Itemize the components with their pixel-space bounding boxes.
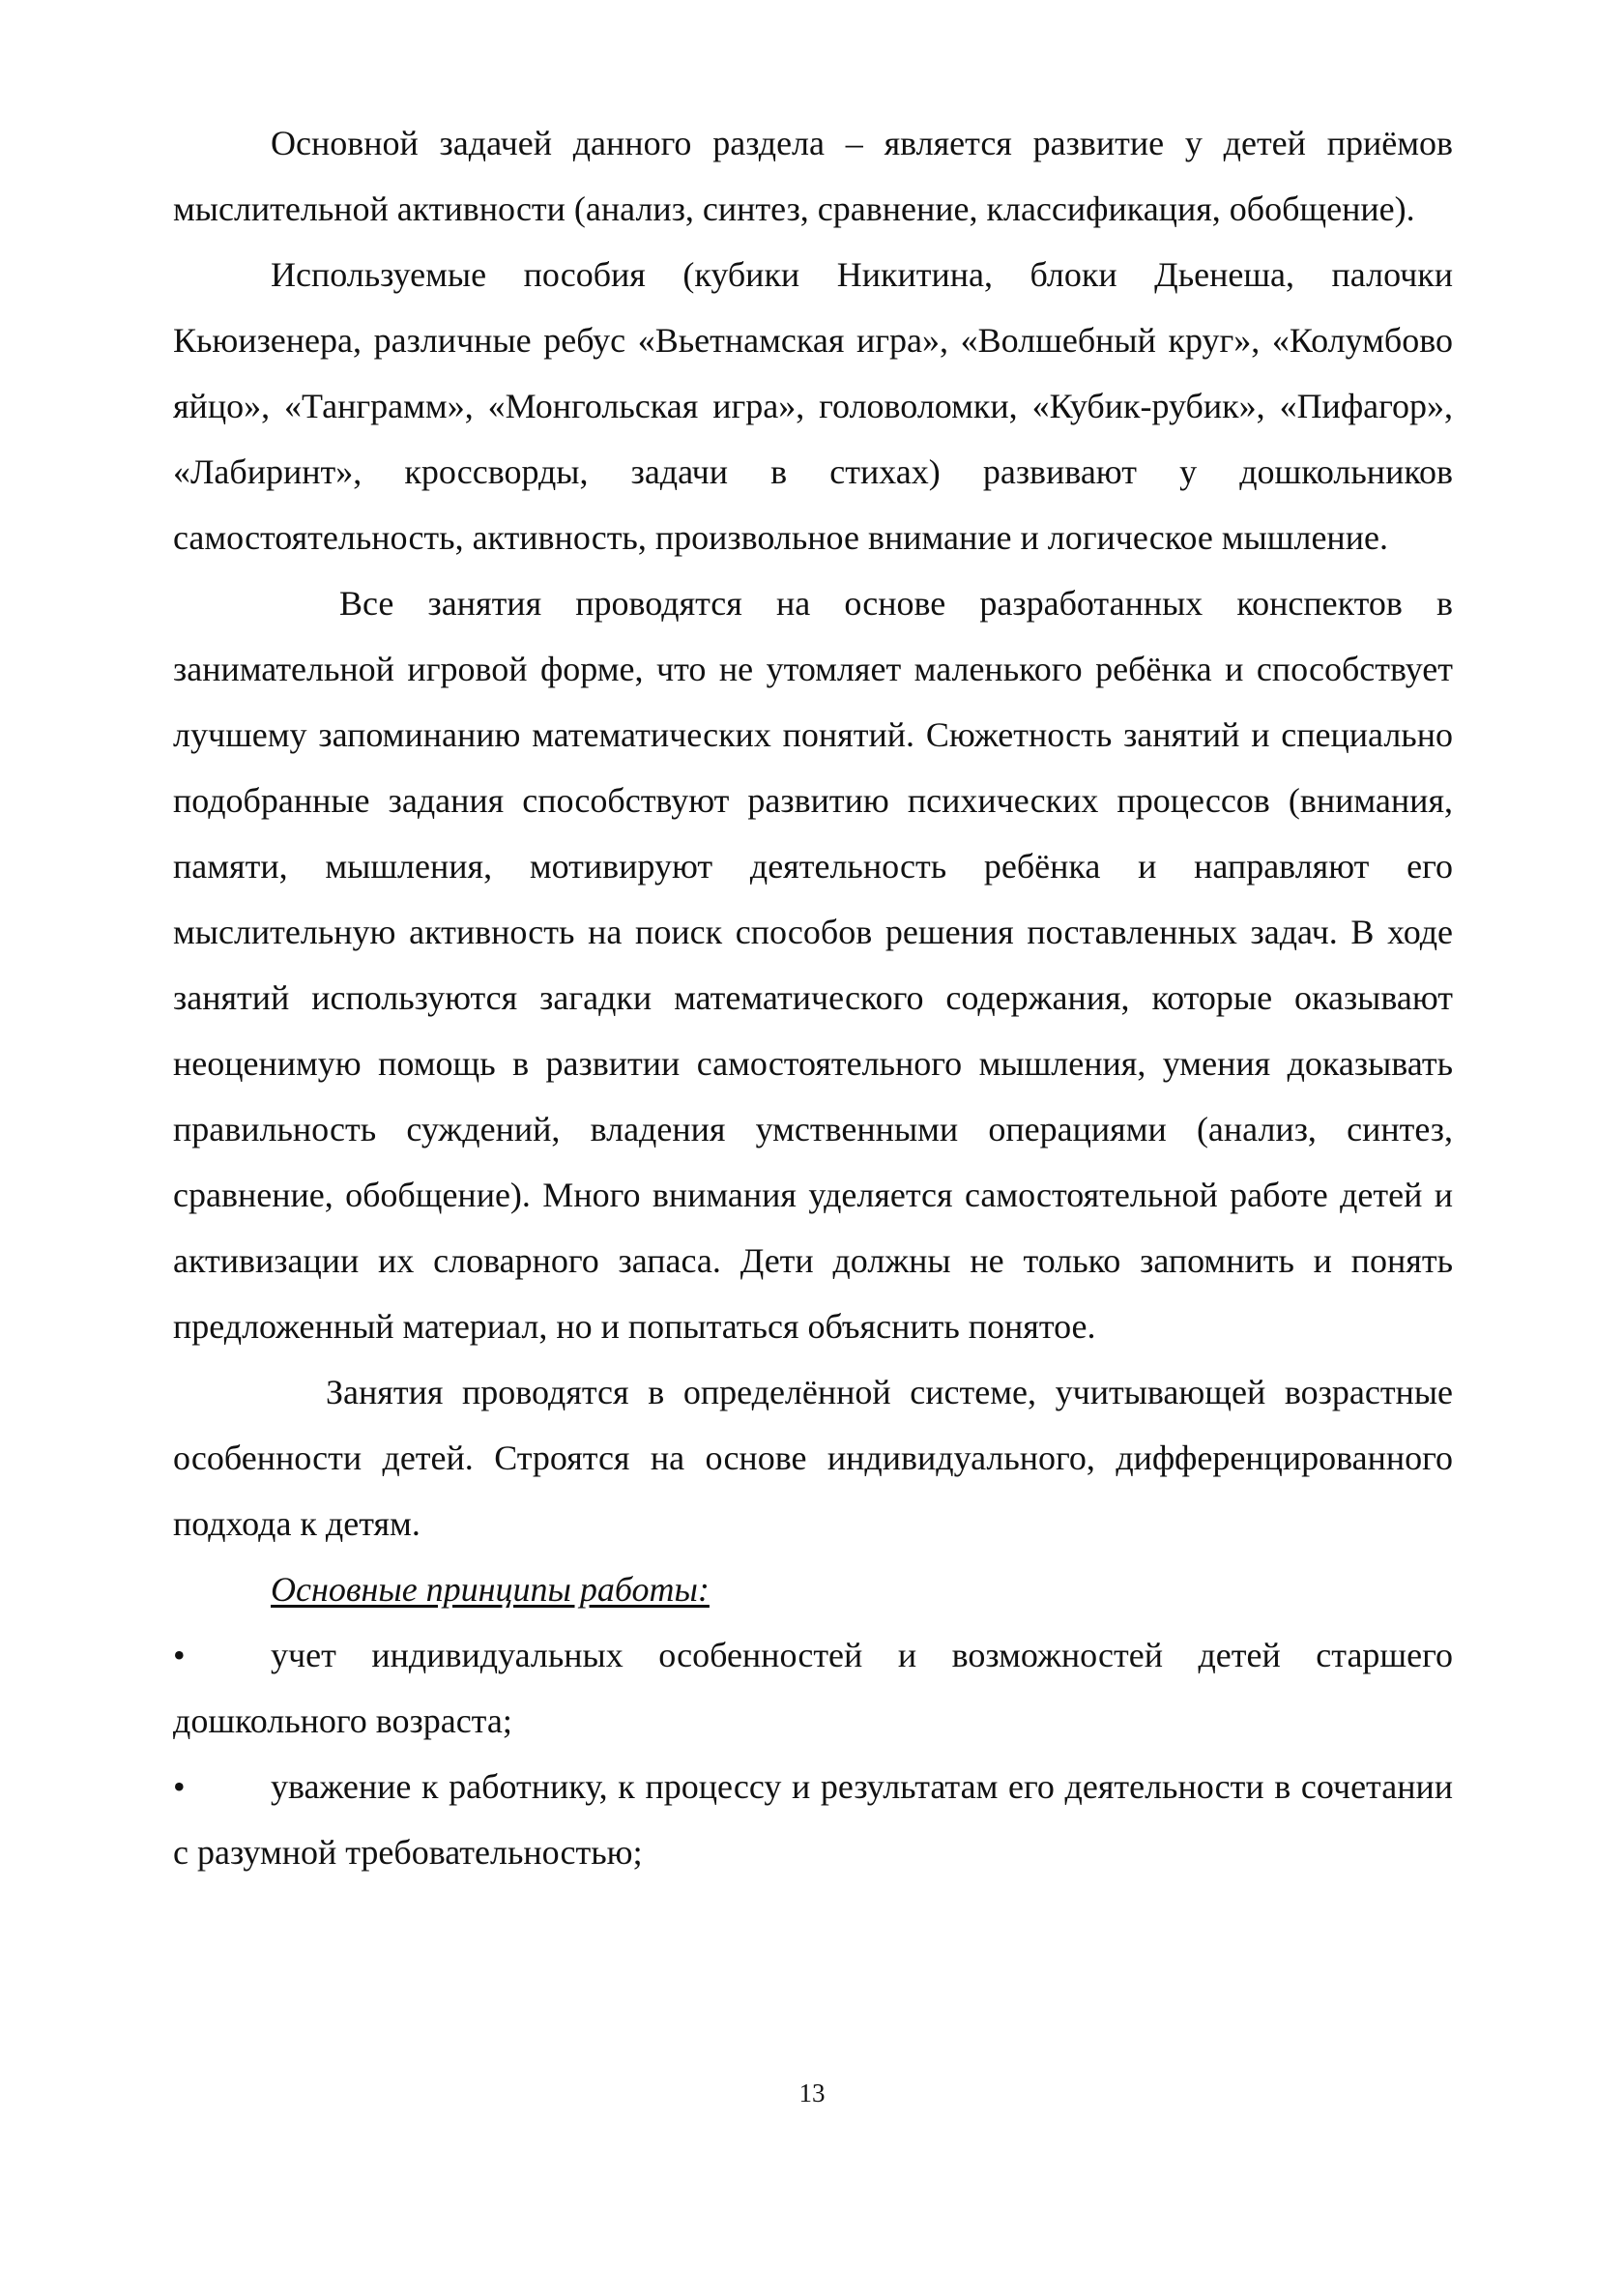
bullet-icon: • (173, 1636, 186, 1674)
principle-item (173, 1622, 1453, 1754)
document-body (173, 110, 1453, 1885)
paragraph-lessons: Все занятия проводятся на основе разработанных конспектов в занимательной игровой форме, что не утомляет маленького ребёнка и способствует лучшему запоминанию математических понятий. Сюжетность занятий и специально подобранные задания способствуют развитию психических процессов (внимания, памяти, мышления, мотивируют деятельность ребёнка и направляют его мыслительную активность на поиск способов решения поставленных задач. В ходе занятий используются загадки математического содержания, которые оказывают неоценимую помощь в развитии самостоятельного мышления, умения доказывать правильность суждений, владения умственными операциями (анализ, синтез, сравнение, обобщение). Много внимания уделяется самостоятельной работе детей и активизации их словарного запаса. Дети должны не только запомнить и понять предложенный материал, но и попытаться объяснить понятое. (173, 584, 1453, 1346)
paragraph-system: Занятия проводятся в определённой системе, учитывающей возрастные особенности детей. Строятся на основе индивидуального, дифференцированного подхода к детям. (173, 1373, 1453, 1543)
principles-heading-line (173, 1556, 1453, 1622)
principle-item (173, 1754, 1453, 1885)
paragraph-materials: Используемые пособия (кубики Никитина, блоки Дьенеша, палочки Кьюизенера, различные ребус «Вьетнамская игра», «Волшебный круг», «Колумбово яйцо», «Танграмм», «Монгольская игра», головоломки, «Кубик-рубик», «Пифагор», «Лабиринт», кроссворды, задачи в стихах) развивают у дошкольников самостоятельность, активность, произвольное внимание и логическое мышление. (173, 255, 1453, 557)
page-number: 13 (798, 2078, 826, 2107)
principles-heading: Основные принципы работы: (271, 1570, 710, 1609)
paragraph-main-task: Основной задачей данного раздела – является развитие у детей приёмов мыслительной активности (анализ, синтез, сравнение, классификация, обобщение). (173, 124, 1453, 228)
bullet-icon: • (173, 1767, 186, 1806)
principle-text: уважение к работнику, к процессу и результатам его деятельности в сочетании с разумной требовательностью; (173, 1767, 1453, 1872)
principle-text: учет индивидуальных особенностей и возможностей детей старшего дошкольного возраста; (173, 1636, 1453, 1740)
